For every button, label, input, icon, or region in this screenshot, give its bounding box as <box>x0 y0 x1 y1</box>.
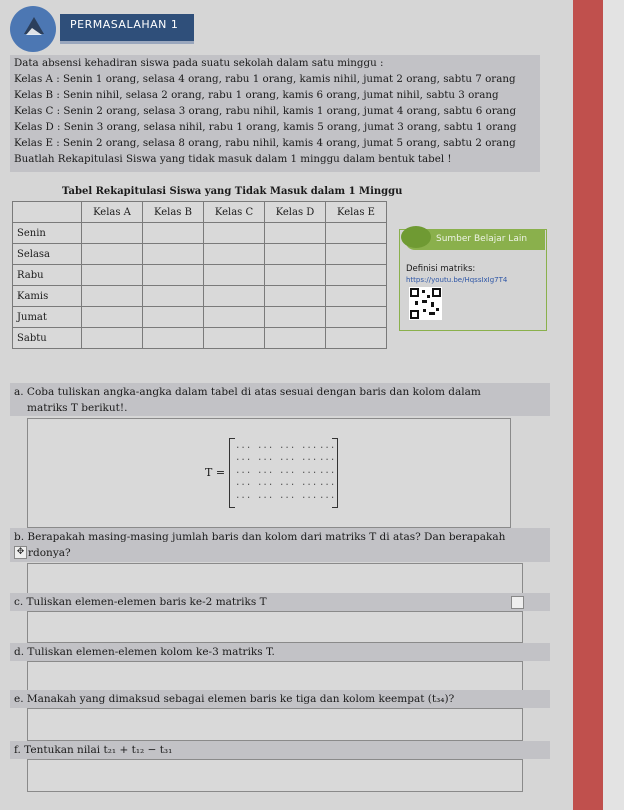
table-cell[interactable] <box>326 223 387 244</box>
table-row <box>13 286 387 307</box>
table-cell[interactable] <box>204 286 265 307</box>
table-cell[interactable] <box>326 328 387 349</box>
table-cell[interactable] <box>82 328 143 349</box>
table-cell[interactable] <box>82 265 143 286</box>
answer-box-c[interactable] <box>27 611 523 643</box>
problem-line-d: Kelas D : Senin 3 orang, selasa nihil, rabu 1 orang, kamis 5 orang, jumat 3 orang, sabtu 1 orang <box>14 121 517 133</box>
problem-line-b: Kelas B : Senin nihil, selasa 2 orang, rabu 1 orang, kamis 6 orang, jumat nihil, sabtu 3 orang <box>14 89 499 101</box>
table-cell[interactable] <box>326 286 387 307</box>
column-header: Kelas B <box>143 202 204 223</box>
pencil-icon <box>22 14 46 38</box>
table-cell[interactable] <box>204 265 265 286</box>
table-cell[interactable] <box>82 307 143 328</box>
problem-instruction: Buatlah Rekapitulasi Siswa yang tidak masuk dalam 1 minggu dalam bentuk tabel ! <box>14 153 452 165</box>
table-title: Tabel Rekapitulasi Siswa yang Tidak Masuk dalam 1 Minggu <box>62 186 403 197</box>
question-a: a. Coba tuliskan angka-angka dalam tabel di atas sesuai dengan baris dan kolom dalam <box>14 386 481 398</box>
question-f: f. Tentukan nilai t₂₁ + t₁₂ − t₃₁ <box>14 744 173 756</box>
matrix-label: T = <box>205 466 226 479</box>
table-cell[interactable] <box>143 307 204 328</box>
question-b: b. Berapakah masing-masing jumlah baris dan kolom dari matriks T di atas? Dan berapakah <box>14 531 506 543</box>
problem-intro: Data absensi kehadiran siswa pada suatu sekolah dalam satu minggu : <box>14 57 384 69</box>
table-cell[interactable] <box>265 307 326 328</box>
qr-code-icon[interactable] <box>409 287 442 320</box>
matrix-column: ... ... ... ... ... <box>319 441 336 501</box>
checkbox[interactable] <box>511 596 524 609</box>
row-label: Jumat <box>13 307 82 328</box>
table-row <box>13 244 387 265</box>
question-e: e. Manakah yang dimaksud sebagai elemen baris ke tiga dan kolom keempat (t₃₄)? <box>14 693 455 705</box>
answer-box-e[interactable] <box>27 708 523 741</box>
column-header: Kelas E <box>326 202 387 223</box>
table-cell[interactable] <box>265 244 326 265</box>
problem-line-a: Kelas A : Senin 1 orang, selasa 4 orang, rabu 1 orang, kamis nihil, jumat 2 orang, sabtu 7 orang <box>14 73 516 85</box>
resource-link[interactable]: https://youtu.be/HqssIxIg7T4 <box>406 276 508 284</box>
table-corner <box>13 202 82 223</box>
problem-line-c: Kelas C : Senin 2 orang, selasa 3 orang, rabu nihil, kamis 1 orang, jumat 4 orang, sabtu 6 orang <box>14 105 517 117</box>
move-icon[interactable]: ✥ <box>14 546 27 559</box>
matrix-column: ... ... ... ... ... <box>235 441 252 501</box>
row-label: Selasa <box>13 244 82 265</box>
answer-box-b[interactable] <box>27 563 523 594</box>
row-label: Senin <box>13 223 82 244</box>
table-cell[interactable] <box>143 328 204 349</box>
matrix-column: ... ... ... ... ... <box>257 441 274 501</box>
table-cell[interactable] <box>82 223 143 244</box>
column-header: Kelas A <box>82 202 143 223</box>
table-row <box>13 307 387 328</box>
question-b-cont: rdonya? <box>28 547 71 559</box>
table-cell[interactable] <box>82 244 143 265</box>
table-cell[interactable] <box>143 286 204 307</box>
table-cell[interactable] <box>326 265 387 286</box>
table-cell[interactable] <box>204 307 265 328</box>
page-title: PERMASALAHAN 1 <box>70 18 179 31</box>
rekap-table <box>12 201 387 349</box>
table-cell[interactable] <box>265 265 326 286</box>
table-cell[interactable] <box>204 328 265 349</box>
answer-box-d[interactable] <box>27 661 523 693</box>
video-icon <box>401 226 431 248</box>
row-label: Sabtu <box>13 328 82 349</box>
column-header: Kelas D <box>265 202 326 223</box>
matrix-column: ... ... ... ... ... <box>279 441 296 501</box>
answer-box-f[interactable] <box>27 759 523 792</box>
table-cell[interactable] <box>143 223 204 244</box>
table-cell[interactable] <box>326 244 387 265</box>
table-cell[interactable] <box>265 328 326 349</box>
right-margin <box>603 0 624 810</box>
question-c: c. Tuliskan elemen-elemen baris ke-2 matriks T <box>14 596 267 608</box>
table-cell[interactable] <box>265 286 326 307</box>
column-header: Kelas C <box>204 202 265 223</box>
header-underline <box>60 41 194 44</box>
table-cell[interactable] <box>326 307 387 328</box>
table-row <box>13 265 387 286</box>
resource-header-label: Sumber Belajar Lain <box>436 234 528 244</box>
table-row <box>13 328 387 349</box>
table-header-row <box>13 202 387 223</box>
table-cell[interactable] <box>204 223 265 244</box>
question-d: d. Tuliskan elemen-elemen kolom ke-3 matriks T. <box>14 646 275 658</box>
table-row <box>13 223 387 244</box>
right-red-stripe <box>573 0 603 810</box>
definition-label: Definisi matriks: <box>406 264 476 274</box>
table-cell[interactable] <box>265 223 326 244</box>
row-label: Kamis <box>13 286 82 307</box>
matrix-right-bracket <box>332 438 338 508</box>
table-cell[interactable] <box>204 244 265 265</box>
table-cell[interactable] <box>143 265 204 286</box>
row-label: Rabu <box>13 265 82 286</box>
table-cell[interactable] <box>82 286 143 307</box>
table-cell[interactable] <box>143 244 204 265</box>
matrix-column: ... ... ... ... ... <box>301 441 318 501</box>
question-a-cont: matriks T berikut!. <box>27 402 128 414</box>
problem-line-e: Kelas E : Senin 2 orang, selasa 8 orang, rabu nihil, kamis 4 orang, jumat 5 orang, sabtu 2 orang <box>14 137 516 149</box>
